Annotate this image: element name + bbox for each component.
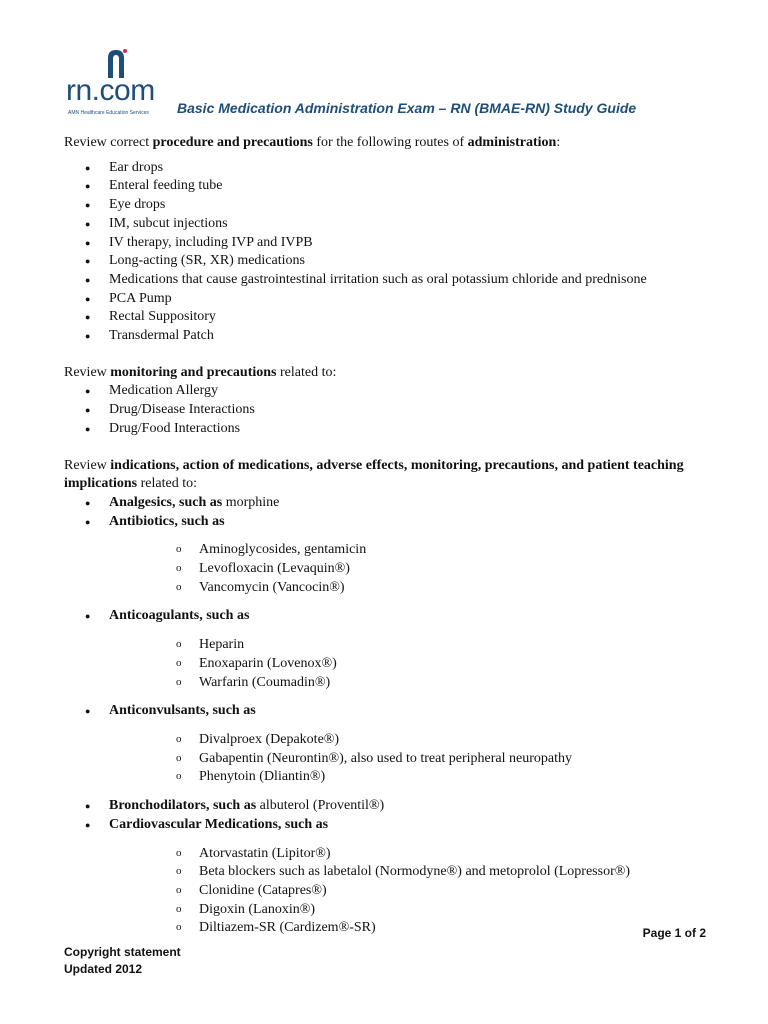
routes-section [64, 134, 714, 346]
route-item: ● Ear drops [64, 159, 714, 178]
routes-intro: Review correct procedure and precautions for the following routes of administration: [64, 135, 561, 150]
medication-category [64, 494, 714, 513]
route-item: ● Rectal Suppository [64, 308, 714, 327]
drug-item: o Gabapentin (Neurontin®), also used to treat peripheral neuropathy [109, 750, 714, 769]
drug-item: o Enoxaparin (Lovenox®) [109, 655, 714, 674]
category-example: albuterol (Proventil®) [256, 798, 385, 814]
monitoring-section [64, 364, 714, 439]
medication-category [64, 816, 714, 938]
route-item: ● Transdermal Patch [64, 327, 714, 346]
medication-category [64, 797, 714, 816]
category-label: Analgesics, such as [109, 494, 223, 510]
drug-item: o Digoxin (Lanoxin®) [109, 901, 714, 920]
drug-item: o Beta blockers such as labetalol (Normodyne®) and metoprolol (Lopressor®) [109, 863, 714, 882]
document-body [64, 134, 714, 956]
drug-item: o Clonidine (Catapres®) [109, 882, 714, 901]
medications-section [64, 457, 714, 938]
category-example: morphine [222, 494, 280, 510]
document-title: Basic Medication Administration Exam – RN (BMAE-RN) Study Guide [177, 100, 637, 116]
drug-item: o Phenytoin (Dliantin®) [109, 768, 714, 787]
route-item: ● Eye drops [64, 196, 714, 215]
monitoring-item: ● Medication Allergy [64, 382, 714, 401]
route-item: ● IM, subcut injections [64, 215, 714, 234]
medication-categories-list [64, 494, 714, 938]
routes-list [64, 159, 714, 346]
monitoring-item: ● Drug/Disease Interactions [64, 401, 714, 420]
drug-sublist [109, 636, 714, 692]
category-label: Cardiovascular Medications, such as [109, 816, 329, 832]
category-label: Bronchodilators, such as [109, 798, 257, 814]
medications-intro: Review indications, action of medications, adverse effects, monitoring, precautions, and patient teaching implications related to: [64, 457, 684, 492]
drug-sublist [109, 845, 714, 939]
footer [64, 944, 181, 978]
medication-category [64, 702, 714, 787]
page-number: Page 1 of 2 [642, 926, 706, 940]
drug-item: o Divalproex (Depakote®) [109, 731, 714, 750]
logo-subtitle: AMN Healthcare Education Services [68, 110, 149, 116]
monitoring-intro: Review monitoring and precautions related to: [64, 364, 337, 380]
copyright-statement: Copyright statement [64, 945, 181, 959]
route-item: ● IV therapy, including IVP and IVPB [64, 234, 714, 253]
drug-sublist [109, 541, 714, 597]
drug-item: o Vancomycin (Vancocin®) [109, 579, 714, 598]
category-label: Anticoagulants, such as [109, 608, 250, 624]
drug-item: o Aminoglycosides, gentamicin [109, 541, 714, 560]
drug-item: o Atorvastatin (Lipitor®) [109, 845, 714, 864]
logo-text: rn.com [66, 74, 155, 107]
updated-date: Updated 2012 [64, 962, 143, 976]
medication-category [64, 607, 714, 692]
logo [66, 44, 176, 120]
route-item: ● PCA Pump [64, 290, 714, 309]
category-label: Anticonvulsants, such as [109, 703, 256, 719]
route-item: ● Enteral feeding tube [64, 177, 714, 196]
drug-item: o Diltiazem-SR (Cardizem®-SR) [109, 919, 714, 938]
drug-item: o Warfarin (Coumadin®) [109, 674, 714, 693]
route-item: ● Medications that cause gastrointestinal irritation such as oral potassium chloride and prednisone [64, 271, 714, 290]
monitoring-list [64, 382, 714, 438]
route-item: ● Long-acting (SR, XR) medications [64, 252, 714, 271]
medication-category [64, 513, 714, 598]
monitoring-item: ● Drug/Food Interactions [64, 420, 714, 439]
drug-item: o Heparin [109, 636, 714, 655]
category-label: Antibiotics, such as [109, 513, 225, 529]
drug-item: o Levofloxacin (Levaquin®) [109, 560, 714, 579]
drug-sublist [109, 731, 714, 787]
